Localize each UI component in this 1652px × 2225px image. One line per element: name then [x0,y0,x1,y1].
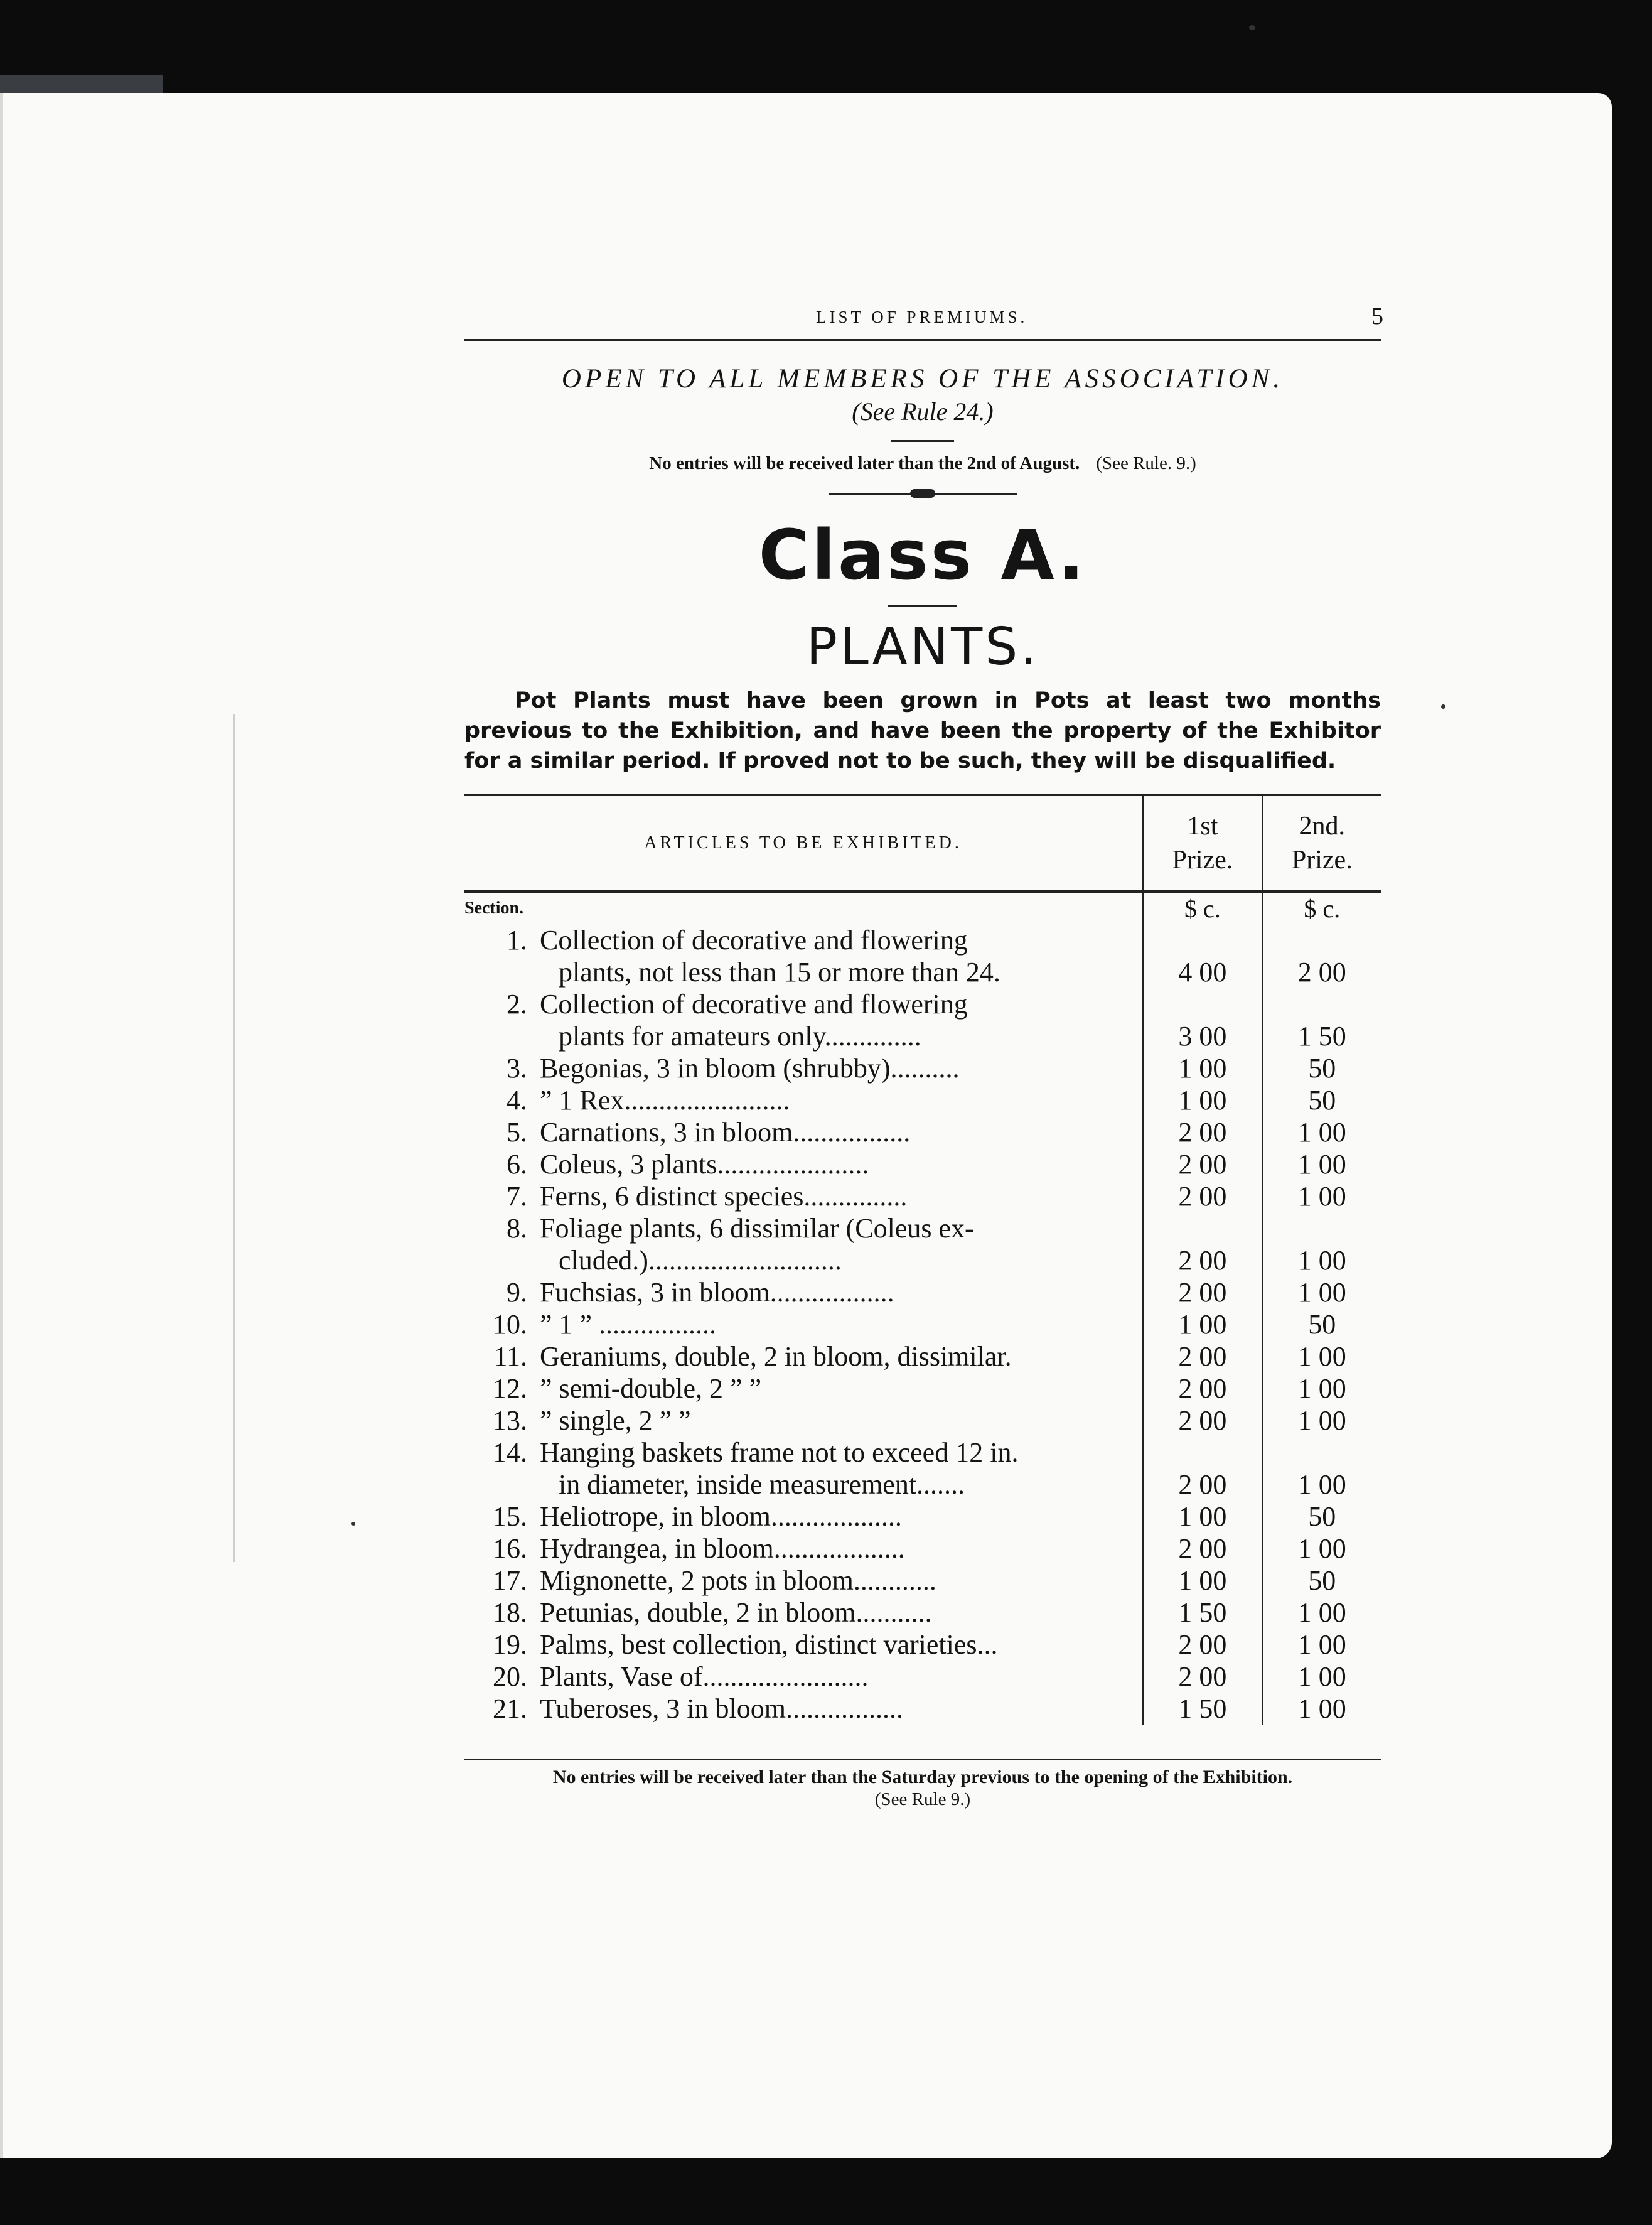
first-prize-amount [1143,924,1262,956]
second-prize-amount: 1 00 [1262,1629,1381,1661]
section-label-row [464,892,1381,924]
section-number: 18. [493,1597,527,1628]
first-prize-amount: 1 50 [1143,1693,1262,1725]
first-prize-amount: 2 00 [1143,1372,1262,1404]
table-row [464,1404,1381,1436]
section-number: 1. [507,925,527,956]
class-title: Class A. [758,515,1087,595]
section-number: 12. [493,1373,527,1404]
second-prize-amount: 1 00 [1262,1661,1381,1693]
second-prize-amount: 1 00 [1262,1340,1381,1372]
section-number: 5. [507,1117,527,1148]
page-number: 5 [1371,303,1383,330]
table-row [464,1629,1381,1661]
article-text: Hanging baskets frame not to exceed 12 in. [540,1437,1019,1468]
section-number: 17. [493,1565,527,1596]
second-prize-amount: 50 [1262,1308,1381,1340]
second-prize-amount: 1 00 [1262,1244,1381,1276]
second-prize-amount: 1 00 [1262,1180,1381,1212]
header-articles: ARTICLES TO BE EXHIBITED. [464,795,1143,892]
section-number: 11. [493,1341,527,1372]
table-row [464,988,1381,1020]
article-text: Palms, best collection, distinct varieties... [540,1629,998,1660]
table-row [464,1436,1381,1468]
table-header [464,795,1381,892]
article-cell [464,1052,1143,1084]
table-row [464,1020,1381,1052]
first-prize-amount: 2 00 [1143,1116,1262,1148]
table-row [464,924,1381,956]
section-number: 21. [493,1693,527,1724]
article-cell [464,1468,1143,1500]
article-text: Carnations, 3 in bloom................. [540,1117,911,1148]
table-row [464,1533,1381,1565]
section-number: 2. [507,989,527,1020]
article-text: Collection of decorative and flowering [540,925,968,956]
article-text: Geraniums, double, 2 in bloom, dissimilar. [540,1341,1012,1372]
first-prize-amount: 2 00 [1143,1276,1262,1308]
second-prize-amount: 50 [1262,1565,1381,1597]
prize-table [464,794,1381,1725]
second-prize-amount: 1 00 [1262,1533,1381,1565]
first-prize-amount [1143,988,1262,1020]
article-text: Petunias, double, 2 in bloom........... [540,1597,932,1628]
entry-deadline-ref: (See Rule. 9.) [1096,453,1196,473]
section-number: 20. [493,1661,527,1692]
article-cell [464,988,1143,1020]
table-row [464,1565,1381,1597]
second-prize-amount: 1 00 [1262,1276,1381,1308]
article-cell [464,924,1143,956]
first-prize-amount: 1 00 [1143,1084,1262,1116]
article-cell [464,1308,1143,1340]
first-prize-amount: 2 00 [1143,1148,1262,1180]
article-cell [464,1533,1143,1565]
footer-note [464,1759,1381,1810]
article-text: Foliage plants, 6 dissimilar (Coleus ex- [540,1213,974,1244]
entry-deadline [464,453,1381,474]
table-row [464,1084,1381,1116]
first-prize-amount [1143,1436,1262,1468]
article-text: plants for amateurs only.............. [559,1021,921,1052]
article-cell [464,1276,1143,1308]
first-prize-amount: 1 00 [1143,1052,1262,1084]
table-row [464,1180,1381,1212]
table-row [464,1052,1381,1084]
category-title: PLANTS. [806,617,1039,677]
table-row [464,1116,1381,1148]
second-prize-amount [1262,1436,1381,1468]
currency-second: $ c. [1262,892,1381,924]
article-cell [464,1404,1143,1436]
article-cell [464,1020,1143,1052]
second-prize-amount [1262,924,1381,956]
header-first-prize [1143,795,1262,892]
article-text: plants, not less than 15 or more than 24. [559,957,1000,988]
first-prize-amount: 1 00 [1143,1308,1262,1340]
gutter-line [233,714,235,1562]
first-prize-amount: 2 00 [1143,1340,1262,1372]
scan-speck [1249,25,1255,30]
running-title: LIST OF PREMIUMS. [816,308,1028,326]
first-prize-amount: 2 00 [1143,1661,1262,1693]
second-prize-amount: 50 [1262,1052,1381,1084]
second-prize-amount: 1 00 [1262,1372,1381,1404]
header-second-line1: 2nd. [1299,812,1346,841]
second-prize-amount: 1 00 [1262,1468,1381,1500]
second-prize-amount: 50 [1262,1084,1381,1116]
second-prize-amount: 2 00 [1262,956,1381,988]
article-cell [464,1372,1143,1404]
article-cell [464,956,1143,988]
entry-deadline-text: No entries will be received later than the 2nd of August. [649,453,1080,473]
article-cell [464,1116,1143,1148]
second-prize-amount: 1 00 [1262,1116,1381,1148]
first-prize-amount: 2 00 [1143,1468,1262,1500]
article-text: ” 1 Rex........................ [540,1085,790,1116]
footer-ref: (See Rule 9.) [874,1789,971,1809]
article-text: Mignonette, 2 pots in bloom............ [540,1565,936,1596]
section-number: 10. [493,1309,527,1340]
header-first-line1: 1st [1187,812,1218,841]
section-number: 16. [493,1533,527,1564]
article-cell [464,1244,1143,1276]
first-prize-amount: 1 00 [1143,1500,1262,1533]
article-text: Tuberoses, 3 in bloom................. [540,1693,903,1724]
section-number: 7. [507,1181,527,1212]
header-second-prize [1262,795,1381,892]
first-prize-amount: 2 00 [1143,1629,1262,1661]
article-text: cluded.)............................ [559,1245,842,1276]
article-text: Begonias, 3 in bloom (shrubby).......... [540,1053,960,1084]
table-row [464,1468,1381,1500]
article-text: ” single, 2 ” ” [540,1405,691,1436]
second-prize-amount [1262,1212,1381,1244]
article-text: in diameter, inside measurement....... [559,1469,965,1500]
article-cell [464,1180,1143,1212]
table-row [464,1500,1381,1533]
divider [888,605,957,607]
first-prize-amount: 1 50 [1143,1597,1262,1629]
table-row [464,1244,1381,1276]
article-text: Coleus, 3 plants...................... [540,1149,869,1180]
footer-text: No entries will be received later than the Saturday previous to the opening of the Exhibition. [552,1767,1293,1787]
article-text: Heliotrope, in bloom................... [540,1501,902,1532]
table-row [464,1597,1381,1629]
scan-speck [351,1522,355,1526]
article-text: ” semi-double, 2 ” ” [540,1373,762,1404]
first-prize-amount: 2 00 [1143,1533,1262,1565]
table-row [464,1372,1381,1404]
section-number: 9. [507,1277,527,1308]
ornament-divider [829,493,1017,495]
table-row [464,1661,1381,1693]
article-cell [464,1436,1143,1468]
second-prize-amount: 1 00 [1262,1148,1381,1180]
article-cell [464,1565,1143,1597]
table-row [464,956,1381,988]
section-number: 13. [493,1405,527,1436]
table-row [464,1148,1381,1180]
page-content [464,301,1381,1810]
article-cell [464,1597,1143,1629]
book-spine [0,75,163,94]
article-cell [464,1084,1143,1116]
section-number: 3. [507,1053,527,1084]
table-row [464,1693,1381,1725]
header-second-line2: Prize. [1291,846,1353,875]
section-number: 19. [493,1629,527,1660]
section-number: 6. [507,1149,527,1180]
article-cell [464,1148,1143,1180]
first-prize-amount [1143,1212,1262,1244]
table-row [464,1340,1381,1372]
table-row [464,1212,1381,1244]
second-prize-amount: 1 00 [1262,1693,1381,1725]
rules-paragraph [464,686,1381,776]
currency-first: $ c. [1143,892,1262,924]
second-prize-amount: 50 [1262,1500,1381,1533]
scan-speck [1441,704,1446,709]
article-cell [464,1661,1143,1693]
section-number: 14. [493,1437,527,1468]
section-number: 15. [493,1501,527,1532]
rules-text: Pot Plants must have been grown in Pots at least two months previous to the Exhibition, and have been the property of the Exhibitor for a similar period. If proved not to be such, they will be disqualified. [464,688,1381,773]
article-text: Hydrangea, in bloom................... [540,1533,905,1564]
section-number: 8. [507,1213,527,1244]
second-prize-amount: 1 00 [1262,1597,1381,1629]
article-cell [464,1693,1143,1725]
open-to-notice: OPEN TO ALL MEMBERS OF THE ASSOCIATION. [561,364,1284,394]
article-cell [464,1340,1143,1372]
first-prize-amount: 2 00 [1143,1404,1262,1436]
rule-reference: (See Rule 24.) [852,397,994,426]
section-number: 4. [507,1085,527,1116]
section-label: Section. [464,898,524,918]
running-header [464,301,1381,341]
article-text: Collection of decorative and flowering [540,989,968,1020]
first-prize-amount: 4 00 [1143,956,1262,988]
second-prize-amount [1262,988,1381,1020]
article-text: Fuchsias, 3 in bloom.................. [540,1277,894,1308]
first-prize-amount: 2 00 [1143,1180,1262,1212]
article-text: Ferns, 6 distinct species............... [540,1181,908,1212]
second-prize-amount: 1 00 [1262,1404,1381,1436]
table-row [464,1308,1381,1340]
article-cell [464,1212,1143,1244]
divider [891,440,954,442]
article-text: Plants, Vase of........................ [540,1661,869,1692]
table-row [464,1276,1381,1308]
first-prize-amount: 2 00 [1143,1244,1262,1276]
article-cell [464,1629,1143,1661]
second-prize-amount: 1 50 [1262,1020,1381,1052]
first-prize-amount: 1 00 [1143,1565,1262,1597]
article-cell [464,1500,1143,1533]
article-text: ” 1 ” ................. [540,1309,717,1340]
header-first-line2: Prize. [1172,846,1233,875]
first-prize-amount: 3 00 [1143,1020,1262,1052]
